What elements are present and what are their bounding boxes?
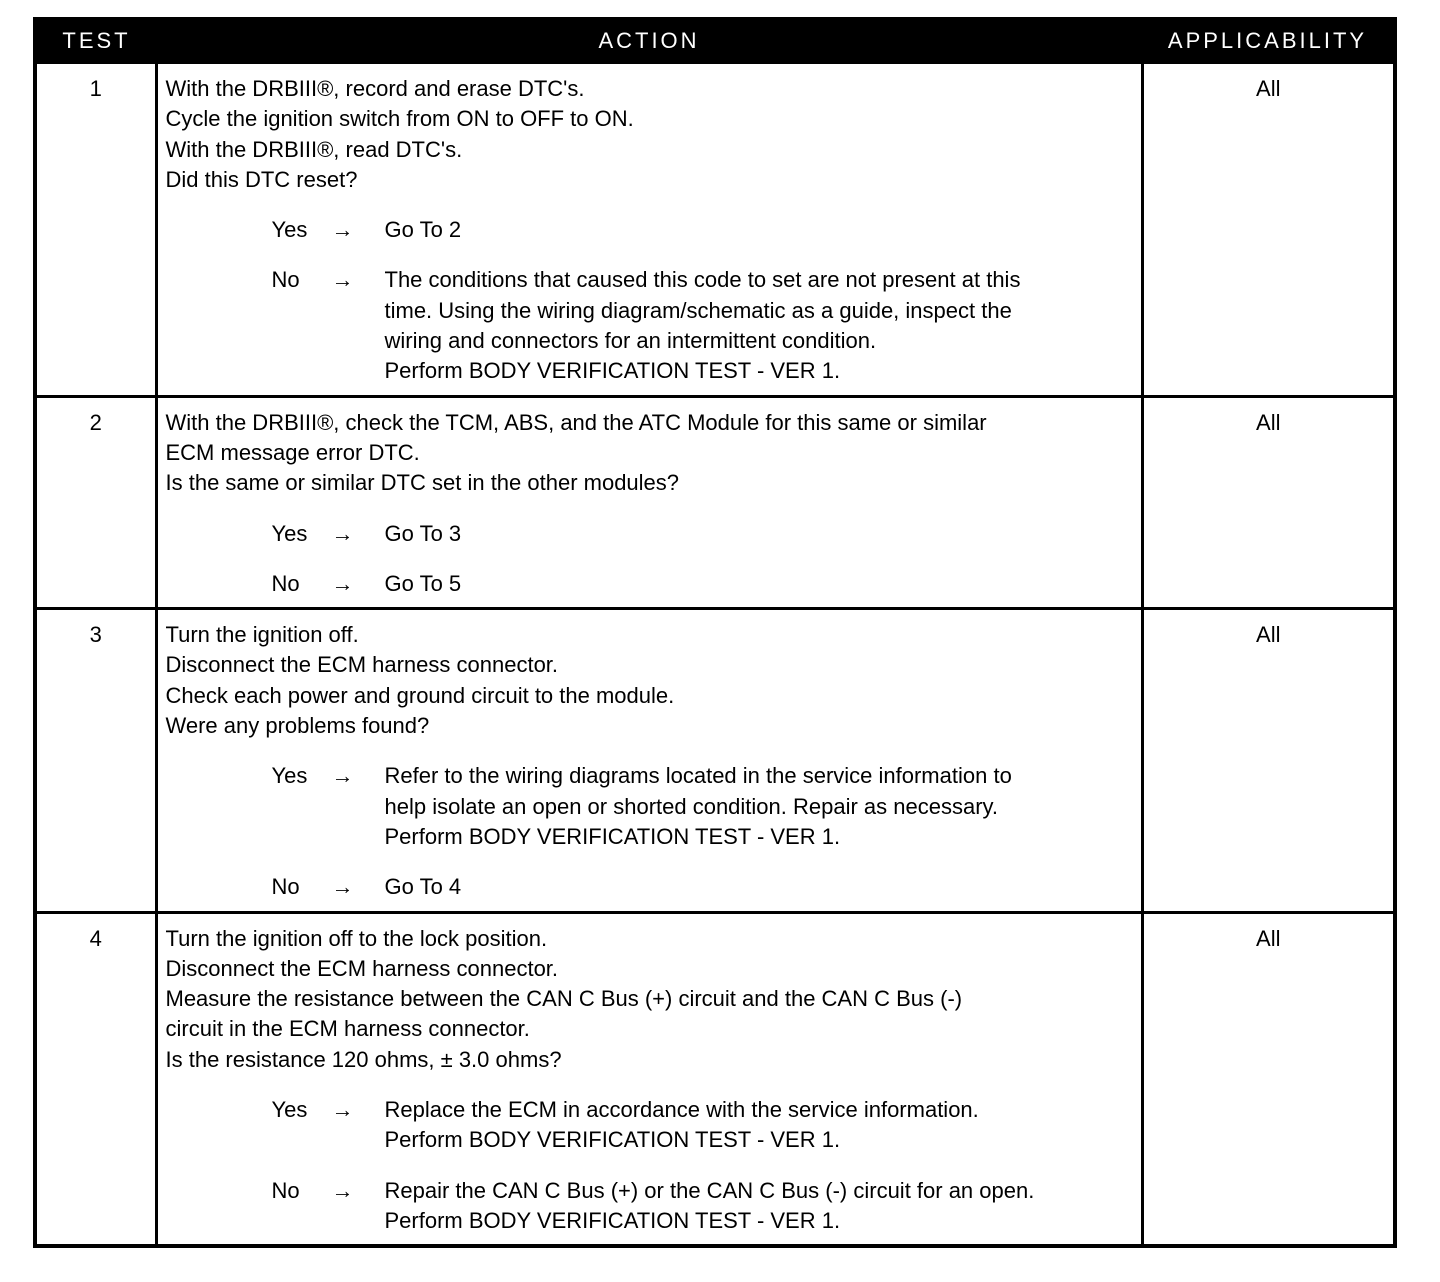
no-branch xyxy=(166,265,1135,386)
test-number: 3 xyxy=(35,609,156,912)
arrow-icon: → xyxy=(331,1177,354,1203)
action-step: With the DRBIII®, record and erase DTC's. xyxy=(165,76,585,101)
arrow-icon: → xyxy=(331,217,354,243)
yes-label: Yes xyxy=(271,217,308,243)
action-steps xyxy=(166,408,1135,499)
arrow-icon: → xyxy=(331,570,354,596)
no-result-line: Perform BODY VERIFICATION TEST - VER 1. xyxy=(384,1207,841,1233)
yes-result-line: Refer to the wiring diagrams located in the service information to xyxy=(384,763,1012,789)
action-cell xyxy=(156,63,1142,397)
action-step: Check each power and ground circuit to the module. xyxy=(165,682,675,708)
test-number: 4 xyxy=(35,912,156,1246)
applicability-cell: All xyxy=(1142,609,1395,912)
action-step: ECM message error DTC. xyxy=(165,439,420,465)
action-step: With the DRBIII®, read DTC's. xyxy=(165,136,463,162)
test-number: 1 xyxy=(35,63,156,397)
no-result-line: Go To 5 xyxy=(384,570,462,596)
yes-result-line: Go To 3 xyxy=(384,520,462,546)
action-steps xyxy=(166,620,1135,741)
yes-result-line: Perform BODY VERIFICATION TEST - VER 1. xyxy=(384,1127,841,1153)
action-step: Is the resistance 120 ohms, ± 3.0 ohms? xyxy=(165,1046,562,1072)
action-steps xyxy=(166,74,1135,195)
no-branch xyxy=(166,1176,1135,1237)
yes-result-line: Perform BODY VERIFICATION TEST - VER 1. xyxy=(384,823,841,849)
action-steps xyxy=(166,924,1135,1075)
no-result xyxy=(385,1176,1135,1237)
header-action: ACTION xyxy=(156,19,1142,63)
yes-label: Yes xyxy=(271,763,308,789)
action-step: Turn the ignition off. xyxy=(165,622,359,648)
no-label: No xyxy=(271,267,300,293)
header-applicability: APPLICABILITY xyxy=(1142,19,1395,63)
applicability-cell: All xyxy=(1142,396,1395,608)
yes-label: Yes xyxy=(271,1097,308,1123)
yes-branch xyxy=(166,519,1135,549)
no-result xyxy=(385,569,1135,599)
action-step: Were any problems found? xyxy=(165,713,430,739)
action-step: With the DRBIII®, check the TCM, ABS, and the ATC Module for this same or similar xyxy=(165,409,987,435)
no-label: No xyxy=(271,570,300,596)
yes-result-line: Go To 2 xyxy=(384,217,462,243)
no-label: No xyxy=(271,1177,300,1203)
arrow-icon: → xyxy=(331,267,354,293)
header-test: TEST xyxy=(35,19,156,63)
action-cell xyxy=(156,609,1142,912)
no-result-line: Repair the CAN C Bus (+) or the CAN C Bus (-) circuit for an open. xyxy=(384,1177,1035,1203)
table-row xyxy=(35,396,1395,608)
yes-result-line: Replace the ECM in accordance with the service information. xyxy=(384,1097,979,1123)
action-cell xyxy=(156,396,1142,608)
arrow-icon: → xyxy=(331,874,354,900)
no-label: No xyxy=(271,874,300,900)
action-step: Is the same or similar DTC set in the other modules? xyxy=(165,470,680,496)
no-result xyxy=(385,872,1135,902)
yes-branch xyxy=(166,761,1135,852)
action-step: Turn the ignition off to the lock position. xyxy=(165,925,548,951)
yes-label: Yes xyxy=(271,520,308,546)
no-result-line: wiring and connectors for an intermittent condition. xyxy=(384,328,877,354)
action-step: circuit in the ECM harness connector. xyxy=(165,1016,530,1042)
yes-result xyxy=(385,1095,1135,1156)
yes-result xyxy=(385,761,1135,852)
yes-result xyxy=(385,215,1135,245)
action-step: Disconnect the ECM harness connector. xyxy=(165,955,559,981)
yes-result-line: help isolate an open or shorted condition. Repair as necessary. xyxy=(384,793,999,819)
action-step: Measure the resistance between the CAN C Bus (+) circuit and the CAN C Bus (-) xyxy=(165,986,963,1012)
applicability-cell: All xyxy=(1142,63,1395,397)
header-row xyxy=(35,19,1395,63)
no-branch xyxy=(166,569,1135,599)
yes-result xyxy=(385,519,1135,549)
yes-branch xyxy=(166,215,1135,245)
diagnostic-test-table xyxy=(33,17,1397,1248)
no-result-line: Go To 4 xyxy=(384,874,462,900)
no-result xyxy=(385,265,1135,386)
arrow-icon: → xyxy=(331,1097,354,1123)
table-row xyxy=(35,63,1395,397)
yes-branch xyxy=(166,1095,1135,1156)
action-step: Cycle the ignition switch from ON to OFF to ON. xyxy=(165,106,634,132)
table-body xyxy=(35,63,1395,1247)
applicability-cell: All xyxy=(1142,912,1395,1246)
no-result-line: Perform BODY VERIFICATION TEST - VER 1. xyxy=(384,358,841,384)
action-step: Did this DTC reset? xyxy=(165,166,358,192)
table-row xyxy=(35,912,1395,1246)
no-result-line: time. Using the wiring diagram/schematic as a guide, inspect the xyxy=(384,297,1012,323)
action-step: Disconnect the ECM harness connector. xyxy=(165,652,559,678)
action-cell xyxy=(156,912,1142,1246)
table-row xyxy=(35,609,1395,912)
table-header xyxy=(35,19,1395,63)
test-number: 2 xyxy=(35,396,156,608)
arrow-icon: → xyxy=(331,763,354,789)
no-branch xyxy=(166,872,1135,902)
no-result-line: The conditions that caused this code to set are not present at this xyxy=(384,267,1021,293)
arrow-icon: → xyxy=(331,520,354,546)
